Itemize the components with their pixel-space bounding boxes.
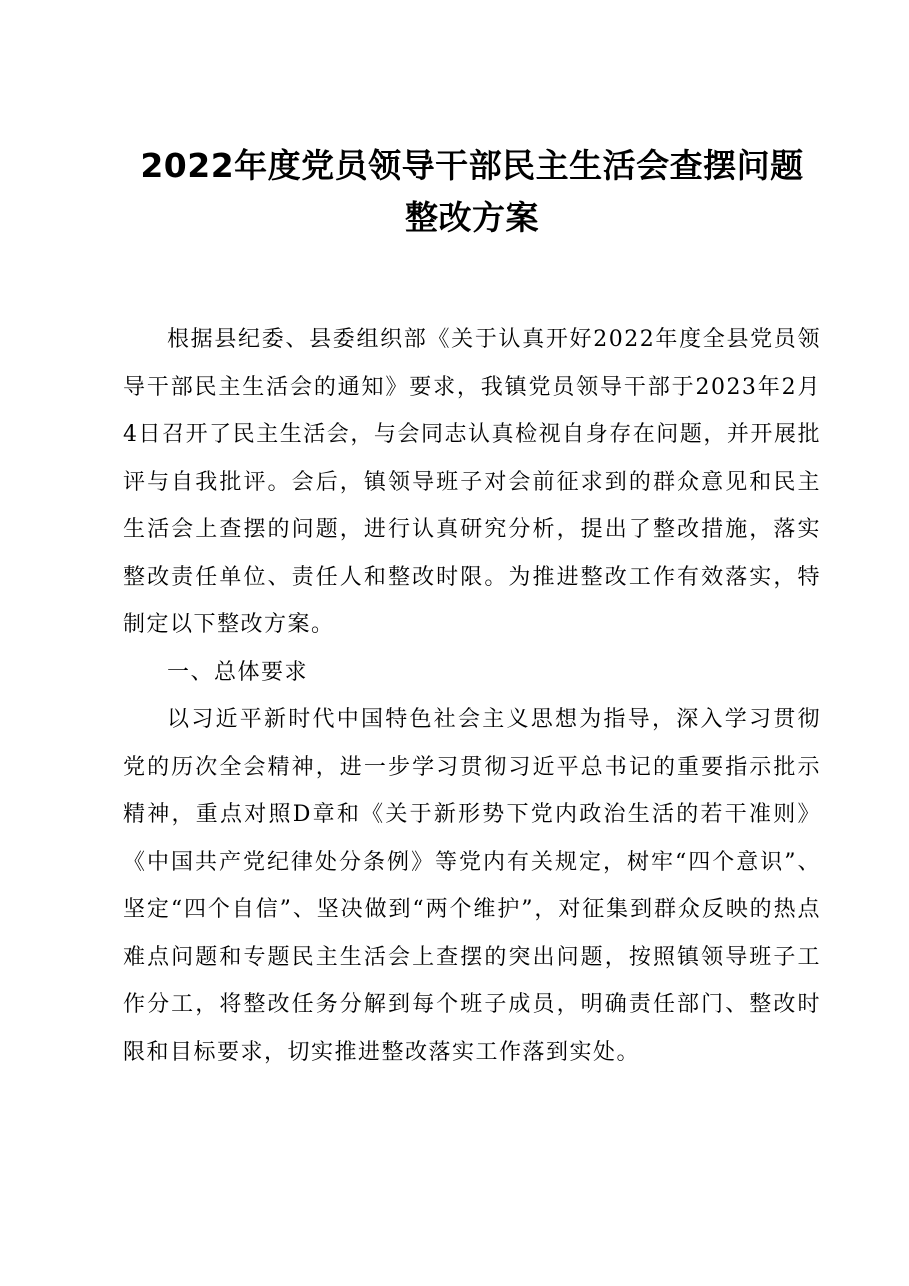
section-heading-general-requirements: 一、总体要求	[167, 659, 309, 685]
document-title	[123, 0, 821, 244]
document-body	[123, 316, 821, 1076]
title-line-2: 整改方案	[405, 198, 539, 237]
paragraph-general-requirements: 以习近平新时代中国特色社会主义思想为指导，深入学习贯彻党的历次全会精神，进一步学习贯彻习近平总书记的重要指示批示精神，重点对照D章和《关于新形势下党内政治生活的若干准则》《中国共产党纪律处分条例》等党内有关规定，树牢“四个意识”、坚定“四个自信”、坚决做到“两个维护”，对征集到群众反映的热点难点问题和专题民主生活会上查摆的突出问题，按照镇领导班子工作分工，将整改任务分解到每个班子成员，明确责任部门、整改时限和目标要求，切实推进整改落实工作落到实处。	[123, 707, 821, 1065]
title-line-1: 2022年度党员领导干部民主生活会查摆问题	[140, 146, 804, 185]
paragraph-intro: 根据县纪委、县委组织部《关于认真开好2022年度全县党员领导干部民主生活会的通知》要求，我镇党员领导干部于2023年2月4日召开了民主生活会，与会同志认真检视自身存在问题，并开展批评与自我批评。会后，镇领导班子对会前征求到的群众意见和民主生活会上查摆的问题，进行认真研究分析，提出了整改措施，落实整改责任单位、责任人和整改时限。为推进整改工作有效落实，特制定以下整改方案。	[123, 327, 821, 637]
